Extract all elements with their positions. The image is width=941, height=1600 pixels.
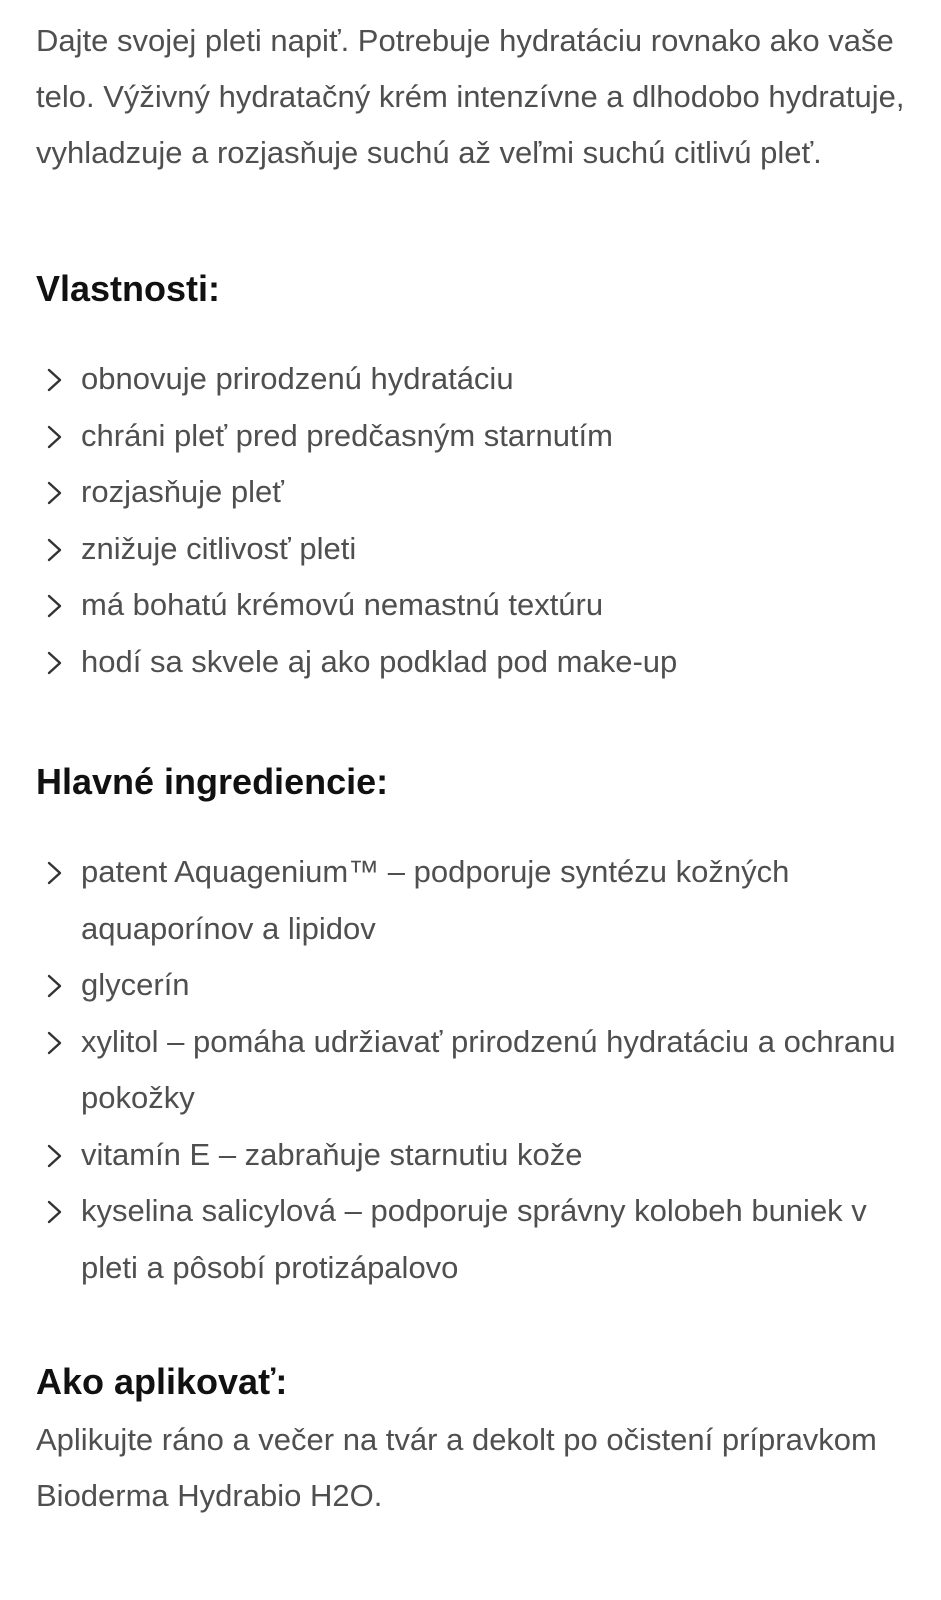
chevron-right-icon (46, 651, 64, 675)
chevron-right-icon (46, 368, 64, 392)
list-item (36, 1014, 905, 1127)
chevron-right-icon (46, 1144, 64, 1168)
chevron-right-icon (46, 481, 64, 505)
application-text: Aplikujte ráno a večer na tvár a dekolt po očistení prípravkom Bioderma Hydrabio H2O. (36, 1422, 877, 1513)
properties-list (36, 351, 905, 690)
list-item-text: kyselina salicylová – podporuje správny kolobeh buniek v pleti a pôsobí protizápalovo (81, 1193, 867, 1285)
list-item-text: znižuje citlivosť pleti (81, 530, 357, 566)
list-item (36, 351, 905, 408)
intro-paragraph: Dajte svojej pleti napiť. Potrebuje hydratáciu rovnako ako vaše telo. Výživný hydratačný krém intenzívne a dlhodobo hydratuje, vyhladzuje a rozjasňuje suchú až veľmi suchú citlivú pleť. (36, 23, 905, 170)
list-item (36, 464, 905, 521)
list-item-text: chráni pleť pred predčasným starnutím (81, 417, 613, 453)
chevron-right-icon (46, 1200, 64, 1224)
ingredients-heading: Hlavné ingrediencie: (36, 761, 389, 802)
list-item (36, 844, 905, 957)
list-item-text: hodí sa skvele aj ako podklad pod make-up (81, 643, 678, 679)
list-item-text: patent Aquagenium™ – podporuje syntézu kožných aquaporínov a lipidov (81, 854, 790, 946)
chevron-right-icon (46, 425, 64, 449)
ingredients-list (36, 844, 905, 1296)
list-item (36, 577, 905, 634)
list-item (36, 1127, 905, 1184)
list-item (36, 521, 905, 578)
chevron-right-icon (46, 594, 64, 618)
chevron-right-icon (46, 974, 64, 998)
list-item (36, 957, 905, 1014)
list-item (36, 408, 905, 465)
list-item-text: má bohatú krémovú nemastnú textúru (81, 587, 604, 622)
list-item-text: obnovuje prirodzenú hydratáciu (81, 361, 514, 396)
list-item-text: rozjasňuje pleť (81, 474, 284, 509)
chevron-right-icon (46, 861, 64, 885)
chevron-right-icon (46, 538, 64, 562)
chevron-right-icon (46, 1031, 64, 1055)
list-item-text: vitamín E – zabraňuje starnutiu kože (81, 1136, 583, 1172)
list-item-text: glycerín (81, 967, 190, 1002)
list-item-text: xylitol – pomáha udržiavať prirodzenú hydratáciu a ochranu pokožky (81, 1023, 896, 1115)
properties-heading: Vlastnosti: (36, 268, 221, 309)
application-heading: Ako aplikovať: (36, 1361, 288, 1402)
list-item (36, 1183, 905, 1296)
list-item (36, 634, 905, 691)
